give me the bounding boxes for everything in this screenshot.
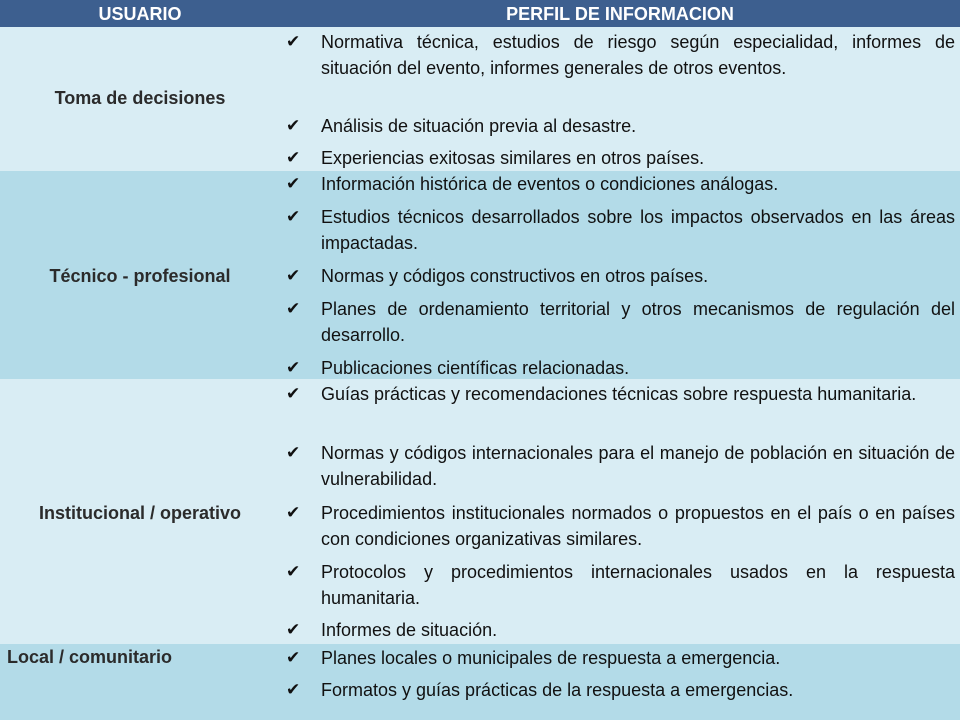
table-header — [0, 0, 960, 27]
list-item: ✔ Publicaciones científicas relacionadas. — [286, 355, 955, 381]
checkmark-icon: ✔ — [286, 503, 301, 522]
list-item: ✔ Guías prácticas y recomendaciones técnicas sobre respuesta humanitaria. — [286, 381, 955, 407]
list-item: ✔ Experiencias exitosas similares en otros países. — [286, 145, 955, 171]
checkmark-icon: ✔ — [286, 443, 301, 462]
checkmark-icon: ✔ — [286, 648, 301, 667]
header-perfil: PERFIL DE INFORMACION — [506, 4, 734, 24]
checkmark-icon: ✔ — [286, 620, 301, 639]
header-usuario: USUARIO — [98, 4, 182, 24]
list-item: ✔ Normas y códigos internacionales para el manejo de población en situación de vulnerabilidad. — [286, 440, 955, 492]
checkmark-icon: ✔ — [286, 148, 301, 167]
checkmark-icon: ✔ — [286, 562, 301, 581]
checkmark-icon: ✔ — [286, 384, 301, 403]
checkmark-icon: ✔ — [286, 207, 301, 226]
user-cell: Técnico - profesional — [49, 266, 231, 286]
table-row-institucional-operativo — [0, 379, 960, 644]
list-item: ✔ Procedimientos institucionales normados o propuestos en el país o en países con condiciones organizativas similares. — [286, 500, 955, 552]
checkmark-icon: ✔ — [286, 680, 301, 699]
checkmark-icon: ✔ — [286, 116, 301, 135]
list-item: ✔ Análisis de situación previa al desastre. — [286, 113, 955, 139]
list-item: ✔ Planes de ordenamiento territorial y otros mecanismos de regulación del desarrollo. — [286, 296, 955, 348]
checkmark-icon: ✔ — [286, 174, 301, 193]
checkmark-icon: ✔ — [286, 266, 301, 285]
list-item: ✔ Formatos y guías prácticas de la respuesta a emergencias. — [286, 677, 955, 703]
user-cell: Toma de decisiones — [54, 88, 226, 108]
user-cell: Local / comunitario — [7, 647, 173, 667]
list-item: ✔ Normativa técnica, estudios de riesgo según especialidad, informes de situación del evento, informes generales de otros eventos. — [286, 29, 955, 81]
checkmark-icon: ✔ — [286, 32, 301, 51]
table-row-local-comunitario — [0, 644, 960, 720]
list-item: ✔ Información histórica de eventos o condiciones análogas. — [286, 171, 955, 197]
table-row-toma-decisiones — [0, 27, 960, 171]
list-item: ✔ Estudios técnicos desarrollados sobre los impactos observados en las áreas impactadas. — [286, 204, 955, 256]
list-item: ✔ Informes de situación. — [286, 617, 955, 643]
checkmark-icon: ✔ — [286, 299, 301, 318]
checkmark-icon: ✔ — [286, 358, 301, 377]
list-item: ✔ Planes locales o municipales de respuesta a emergencia. — [286, 645, 955, 671]
list-item: ✔ Normas y códigos constructivos en otros países. — [286, 263, 955, 289]
list-item: ✔ Protocolos y procedimientos internacionales usados en la respuesta humanitaria. — [286, 559, 955, 611]
user-cell: Institucional / operativo — [38, 503, 242, 523]
table-row-tecnico-profesional — [0, 171, 960, 379]
